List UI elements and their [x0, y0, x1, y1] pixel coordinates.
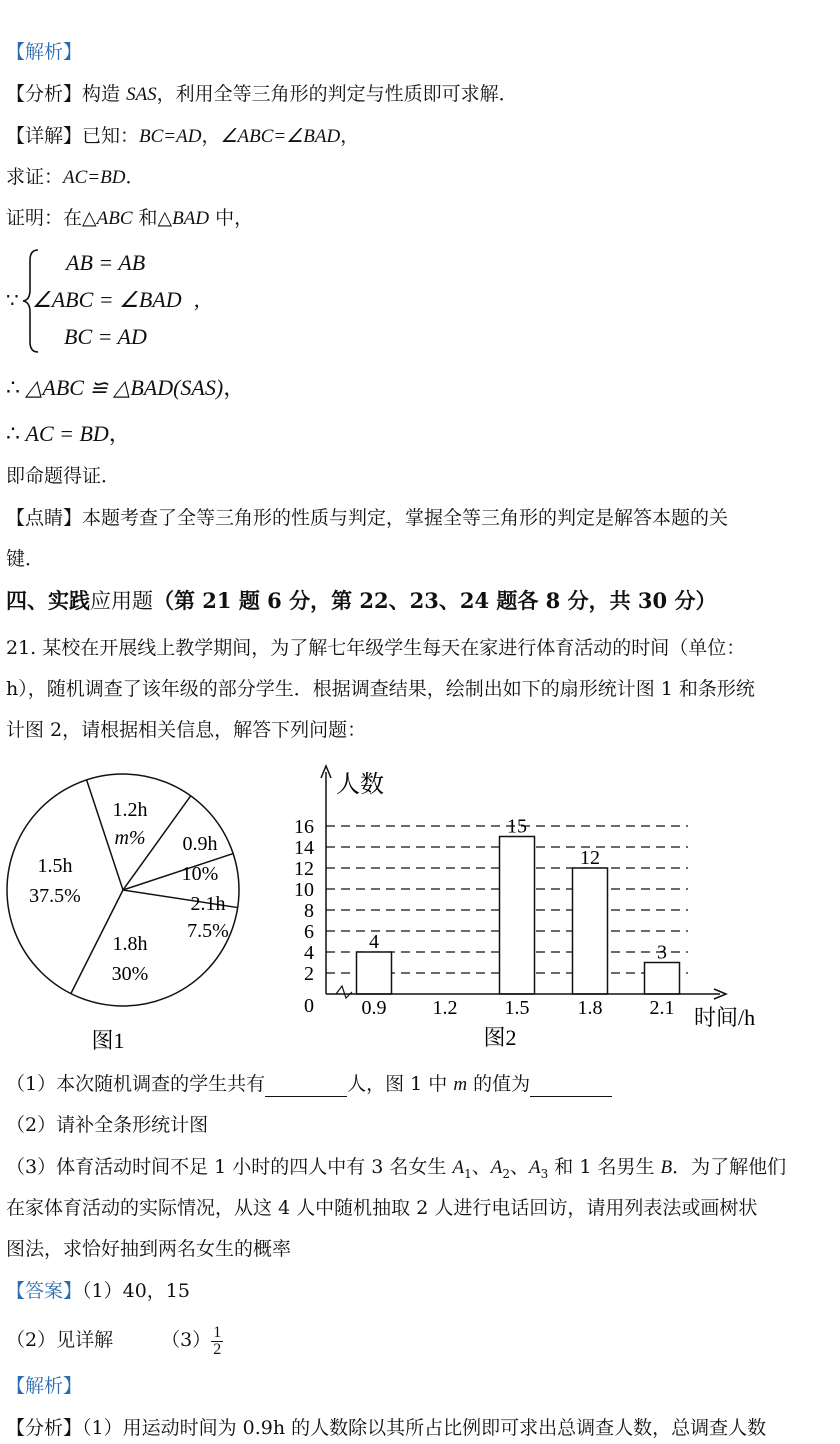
bar-chart: [280, 760, 780, 1060]
sub3-a3: A: [529, 1157, 541, 1178]
eq-line-2-end: ,: [194, 287, 200, 312]
answer-line-2: [6, 1322, 223, 1358]
pie-slice-pct-1-5h: 37.5%: [29, 885, 81, 907]
eq-line-3: BC = AD: [64, 324, 147, 349]
axis-break-icon: [336, 986, 352, 998]
bar: [357, 952, 392, 994]
bar-data-label: 3: [657, 941, 667, 964]
x-tick-label: 0.9: [361, 997, 387, 1019]
prove-end: ．: [125, 166, 145, 188]
sub3-a1: A: [452, 1157, 465, 1178]
jiexi-heading-2: 【解析】: [6, 1375, 83, 1397]
bar-data-label: 12: [580, 847, 600, 869]
bar-caption: 图2: [483, 1025, 517, 1050]
bar-data-label: 15: [507, 815, 527, 838]
answer-2: （2）见详解: [6, 1329, 114, 1351]
comment-tag: 【点睛】: [6, 507, 83, 529]
x-axis-label: 时间/h: [694, 1005, 756, 1030]
equation-system: [6, 246, 306, 356]
answer-fraction: [211, 1325, 223, 1358]
therefore-congruent: [6, 376, 245, 400]
sub3-l1b: 和 1 名男生: [548, 1156, 661, 1178]
pie-slice-label-0-9h: 0.9h: [182, 833, 218, 855]
pie-slice-label-2-1h: 2.1h: [190, 893, 226, 915]
pie-slice-label-1-5h: 1.5h: [37, 855, 73, 877]
pie-slice-pct-2-1h: 7.5%: [187, 920, 229, 942]
answer-1: （1）40，15: [82, 1280, 190, 1302]
pie-chart: [0, 770, 250, 1070]
sub-question-1: [6, 1072, 612, 1097]
sub1-post: 的值为: [467, 1073, 531, 1095]
detail-line: [6, 124, 359, 149]
section-title-rest: （第 21 题 6 分，第 22、23、24 题各 8 分，共 30 分）: [153, 588, 717, 613]
sub-question-3-line-1: [6, 1155, 786, 1186]
sub3-s2: 2: [502, 1166, 510, 1181]
pie-caption: 图1: [91, 1028, 125, 1053]
x-tick-label: 1.2: [432, 997, 458, 1019]
bar: [645, 963, 680, 995]
y-tick-label: 12: [294, 858, 314, 880]
proved-line: 即命题得证．: [6, 465, 121, 487]
detail-sep: ，: [201, 125, 221, 147]
therefore-equal: [6, 422, 131, 446]
therefore2-end: ，: [108, 421, 131, 446]
prove-pre: 求证：: [6, 166, 64, 188]
answer-tag: 【答案】: [6, 1280, 83, 1302]
sub-question-3-line-2: 在家体育活动的实际情况，从这 4 人中随机抽取 2 人进行电话回访，请用列表法或画树状: [6, 1197, 758, 1219]
y-tick-label: 10: [294, 879, 314, 901]
y-tick-label: 0: [304, 995, 314, 1017]
proof-tri2: BAD: [172, 208, 210, 229]
eq-line-1: AB = AB: [66, 250, 146, 275]
section-title-mid: 应用题: [90, 589, 153, 613]
pie-slice-label-1-2h: 1.2h: [112, 799, 148, 821]
fraction-denominator: 2: [213, 1340, 222, 1358]
proof-mid: 和△: [132, 207, 173, 229]
pie-slice-pct-1-2h: m%: [114, 827, 146, 849]
comment-text: 本题考查了全等三角形的性质与判定，掌握全等三角形的判定是解答本题的关: [82, 507, 729, 529]
bar: [573, 868, 608, 994]
blank-1[interactable]: [265, 1078, 347, 1097]
analysis2-text: （1）用运动时间为 0.9h 的人数除以其所占比例即可求出总调查人数，总调查人数: [82, 1417, 767, 1439]
analysis2-tag: 【分析】: [6, 1417, 83, 1439]
x-tick-label: 1.8: [577, 997, 603, 1019]
pie-slice-pct-0-9h: 10%: [181, 863, 219, 885]
analysis-line: [6, 82, 518, 107]
bar: [500, 837, 535, 995]
section-title-bold: 四、实践: [6, 588, 90, 613]
section-4-title: [6, 589, 716, 613]
proof-line: [6, 206, 253, 231]
proof-pre: 证明：在△: [6, 207, 97, 229]
y-tick-label: 6: [304, 921, 314, 943]
because-symbol: ∵: [6, 290, 19, 312]
sub3-s1: 1: [464, 1166, 472, 1181]
detail-text: 已知：: [82, 125, 140, 147]
sub3-c2: 、: [509, 1156, 529, 1178]
prove-math: AC=BD: [63, 167, 126, 188]
sub1-pre: （1）本次随机调查的学生共有: [6, 1073, 266, 1095]
sub3-l1a: （3）体育活动时间不足 1 小时的四人中有 3 名女生: [6, 1156, 453, 1178]
eq-line-2: ∠ABC = ∠BAD: [32, 287, 182, 312]
sub-question-3-line-3: 图法，求恰好抽到两名女生的概率: [6, 1238, 292, 1260]
y-tick-label: 16: [294, 816, 314, 838]
x-tick-label: 1.5: [504, 997, 530, 1019]
sub3-l1c: ．为了解他们: [672, 1156, 787, 1178]
detail-end: ，: [340, 125, 360, 147]
sub3-s3: 3: [540, 1166, 549, 1181]
sub1-m: m: [453, 1074, 468, 1095]
answer-3: （3）: [161, 1329, 212, 1351]
sub1-mid: 人，图 1 中: [347, 1073, 454, 1095]
congruence-statement: △ABC ≌ △BAD(SAS): [25, 375, 224, 400]
answer-line-1: [6, 1279, 190, 1303]
fraction-numerator: 1: [213, 1323, 222, 1341]
analysis-pre: 构造: [82, 83, 127, 105]
x-tick-label: 2.1: [649, 997, 675, 1019]
therefore-symbol: ∴: [6, 375, 20, 400]
therefore-symbol-2: ∴: [6, 421, 20, 446]
comment-line: [6, 506, 728, 530]
blank-2[interactable]: [530, 1078, 612, 1097]
jiexi-heading: 【解析】: [6, 41, 83, 63]
given-1: BC=AD: [139, 126, 202, 147]
q21-line-2: h），随机调查了该年级的部分学生．根据调查结果，绘制出如下的扇形统计图 1 和条形统: [6, 678, 755, 700]
sub-question-2: （2）请补全条形统计图: [6, 1114, 209, 1136]
given-2: ∠ABC=∠BAD: [220, 126, 341, 147]
analysis-line-2: [6, 1416, 766, 1440]
y-tick-label: 2: [304, 963, 314, 985]
y-tick-label: 4: [304, 942, 314, 964]
q21-line-1: 21. 某校在开展线上教学期间，为了解七年级学生每天在家进行体育活动的时间（单位：: [6, 637, 746, 659]
y-tick-label: 14: [294, 837, 314, 859]
pie-slice-pct-1-8h: 30%: [111, 963, 149, 985]
proof-end: 中，: [209, 207, 254, 229]
equal-statement: AC = BD: [25, 421, 109, 446]
sub3-c1: 、: [471, 1156, 491, 1178]
pie-slice-label-1-8h: 1.8h: [112, 933, 148, 955]
comment-line-2: 键．: [6, 548, 45, 570]
analysis-sas: SAS: [126, 84, 157, 105]
detail-tag: 【详解】: [6, 125, 83, 147]
q21-line-3: 计图 2，请根据相关信息，解答下列问题：: [6, 719, 367, 741]
analysis-post: ，利用全等三角形的判定与性质即可求解．: [156, 83, 518, 105]
bar-data-label: 4: [369, 931, 379, 953]
proof-tri1: ABC: [96, 208, 133, 229]
y-axis-label: 人数: [336, 772, 384, 798]
sub3-b: B: [660, 1157, 673, 1178]
prove-line: [6, 165, 144, 190]
therefore1-end: ，: [223, 375, 246, 400]
analysis-tag: 【分析】: [6, 83, 83, 105]
y-tick-label: 8: [304, 900, 314, 922]
sub3-a2: A: [490, 1157, 503, 1178]
